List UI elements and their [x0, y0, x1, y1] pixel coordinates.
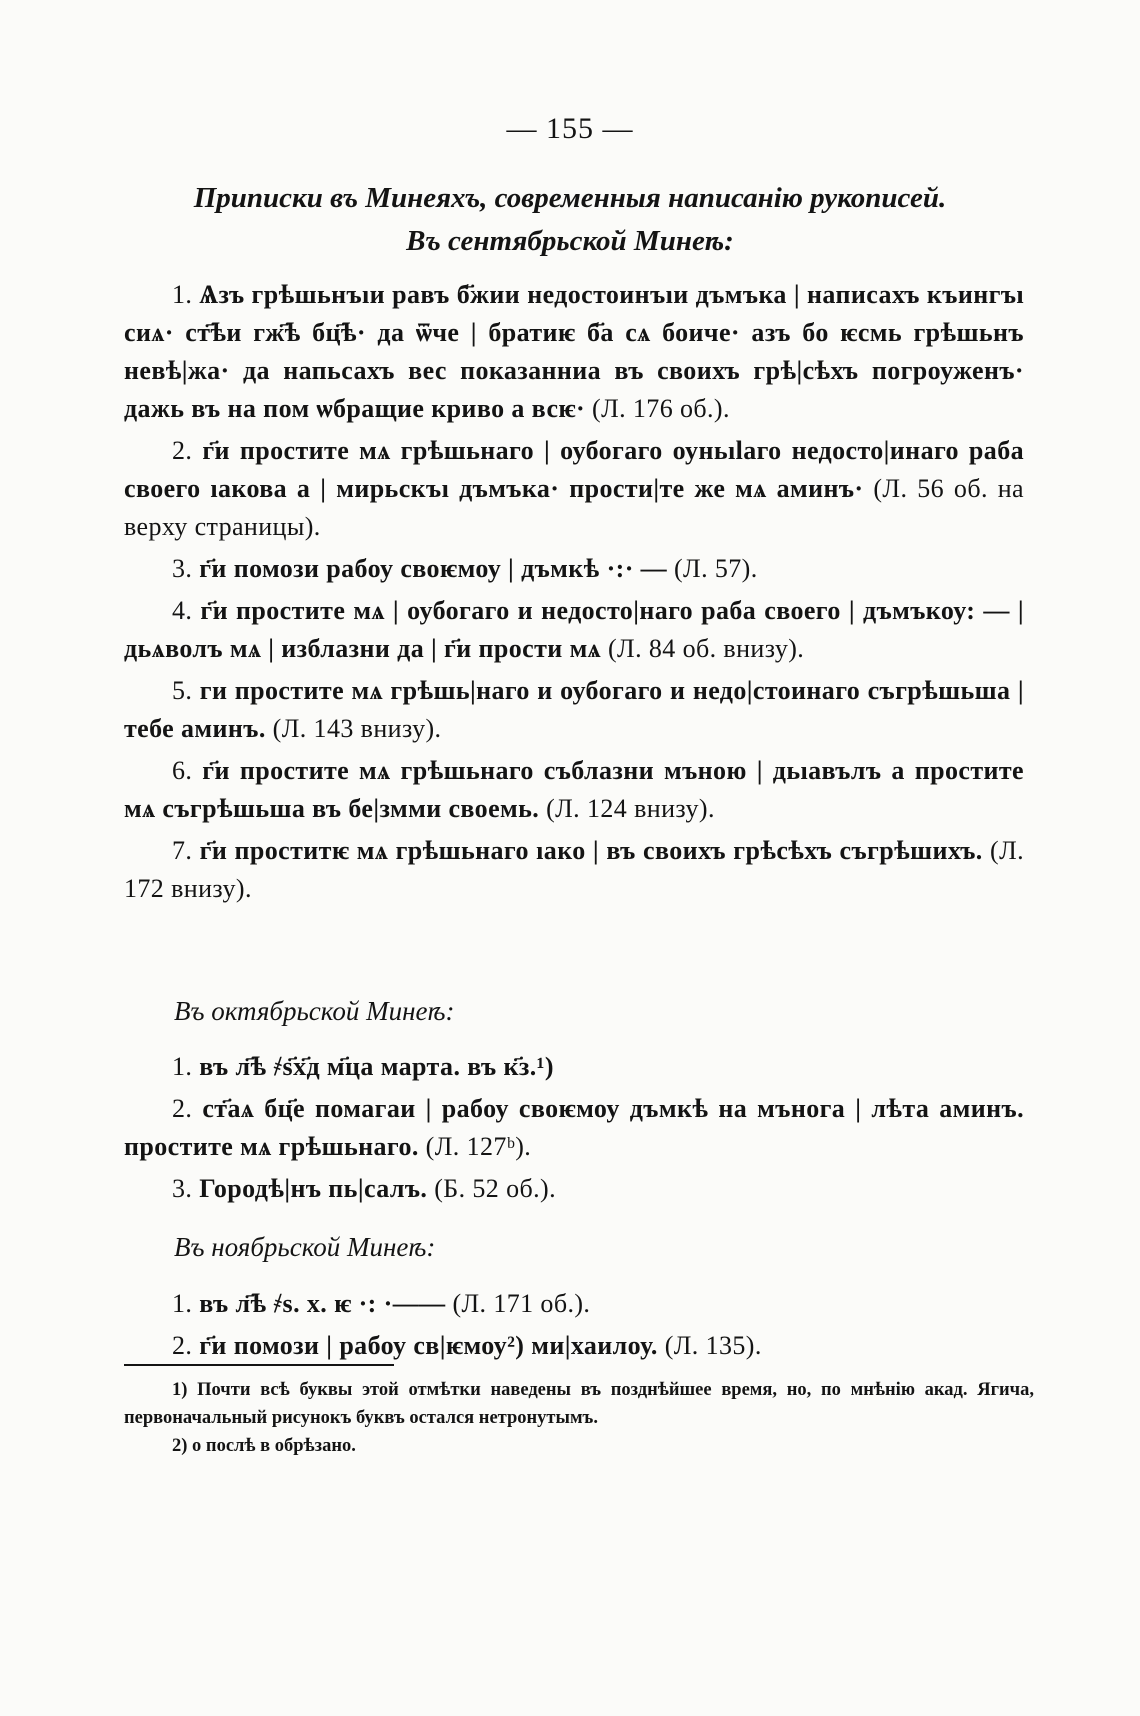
entry-number: 3.: [172, 1174, 193, 1203]
list-item: [124, 1048, 1024, 1086]
entry-text: ст҃аѧ бц҃е помагаи | рабоу своѥмоу дъмкѣ на мънога | лѣта аминъ. простите мѧ грѣшьнаго.: [124, 1094, 1024, 1161]
november-entries: [124, 1285, 1024, 1369]
entry-number: 2.: [172, 1094, 193, 1123]
entry-reference: (Л. 84 об. внизу).: [608, 634, 805, 663]
entry-number: 2.: [172, 1331, 193, 1360]
entry-reference: (Л. 143 внизу).: [272, 714, 442, 743]
entry-number: 2.: [172, 436, 193, 465]
entry-text: г҃и помози | рабоу св|ѥмоу²) ми|хаилоу.: [199, 1331, 658, 1360]
section-heading-september: Въ сентябрьской Минеѣ:: [406, 225, 734, 257]
footnotes: [124, 1376, 1034, 1460]
entry-reference: (Л. 57).: [673, 554, 758, 583]
list-item: [124, 432, 1024, 546]
entry-reference: (Л. 127ᵇ).: [425, 1132, 532, 1161]
entry-reference: (Л. 124 внизу).: [546, 794, 715, 823]
list-item: [124, 550, 1024, 588]
entry-text: г҃и проститѥ мѧ грѣшьнаго ıако | въ своихъ грѣсѣхъ съгрѣшихъ.: [199, 836, 983, 865]
entry-reference: (Л. 176 об.).: [592, 394, 730, 423]
entry-number: 7.: [172, 836, 193, 865]
list-item: [124, 1170, 1024, 1208]
list-item: [124, 832, 1024, 908]
september-entries: [124, 276, 1024, 912]
entry-text: Ѧзъ грѣшьнъıи равъ б҃жии недостоинъıи дъмъка | написахъ къингъı сиѧ· ст҃ѣи гж҃ѣ бц҃ѣ· да ѿче | братиѥ б҃а сѧ боиче· азъ бо ѥсмь грѣшьнъ невѣ|жа· да напьсахъ вес показанниа въ своихъ грѣ|сѣхъ погроуженъ· дажь въ на пом ѡбращие криво а всѥ·: [124, 280, 1024, 423]
list-item: [124, 1327, 1024, 1365]
entry-number: 6.: [172, 756, 193, 785]
entry-text: Городѣ|нъ пь|салъ.: [199, 1174, 428, 1203]
entry-text: г҃и простите мѧ грѣшьнаго съблазни мъною | дьıавълъ а простите мѧ съгрѣшьша въ бе|змми своемь.: [124, 756, 1024, 823]
footnote-divider: [124, 1364, 394, 1366]
entry-reference: (Л. 171 об.).: [452, 1289, 591, 1318]
entry-reference: (Б. 52 об.).: [434, 1174, 556, 1203]
entry-number: 5.: [172, 676, 193, 705]
page-title: Приписки въ Минеяхъ, современныя написанію рукописей.: [193, 182, 947, 214]
entry-text: въ л҃ѣ ҂ѕ. х. ѥ ·: ·——: [199, 1289, 446, 1318]
entry-number: 1.: [172, 280, 193, 309]
list-item: [124, 752, 1024, 828]
entry-number: 3.: [172, 554, 193, 583]
entry-number: 1.: [172, 1052, 193, 1081]
entry-reference: (Л. 172 внизу).: [124, 836, 1025, 903]
page-number: — 155 —: [506, 112, 634, 145]
entry-number: 4.: [172, 596, 193, 625]
list-item: [124, 1285, 1024, 1323]
list-item: [124, 1090, 1024, 1166]
section-heading-october: Въ октябрьской Минеѣ:: [174, 996, 455, 1026]
entry-text: г҃и простите мѧ | оубогаго и недосто|наго раба своего | дъмъкоу: — | дьѧволъ мѧ | изблазни да | г҃и прости мѧ: [124, 596, 1025, 663]
october-entries: [124, 1048, 1024, 1212]
entry-reference: (Л. 56 об. на верху страницы).: [124, 474, 1024, 541]
entry-text: ги простите мѧ грѣшь|наго и оубогаго и недо|стоинаго съгрѣшьша | тебе аминъ.: [124, 676, 1024, 743]
entry-text: въ л҃ѣ ҂ѕ҃х҃д м҃ца марта. въ к҃з.¹): [199, 1052, 554, 1081]
entry-text: г҃и простите мѧ грѣшьнаго | оубогаго оуньılаго недосто|инаго раба своего ıакова а | мирьскъı дъмъка· прости|те же мѧ аминъ·: [124, 436, 1024, 503]
entry-number: 1.: [172, 1289, 193, 1318]
list-item: [124, 672, 1024, 748]
list-item: [124, 592, 1024, 668]
section-heading-november: Въ ноябрьской Минеѣ:: [174, 1232, 436, 1262]
footnote: 2) о послѣ в обрѣзано.: [172, 1436, 356, 1456]
entry-text: г҃и помози рабоу своѥмоу | дъмкѣ ·:· —: [199, 554, 668, 583]
entry-reference: (Л. 135).: [664, 1331, 762, 1360]
footnote: 1) Почти всѣ буквы этой отмѣтки наведены въ позднѣйшее время, но, по мнѣнію акад. Ягича, первоначальный рисунокъ буквъ остался нетронутымъ.: [124, 1380, 1034, 1428]
list-item: [124, 276, 1024, 428]
